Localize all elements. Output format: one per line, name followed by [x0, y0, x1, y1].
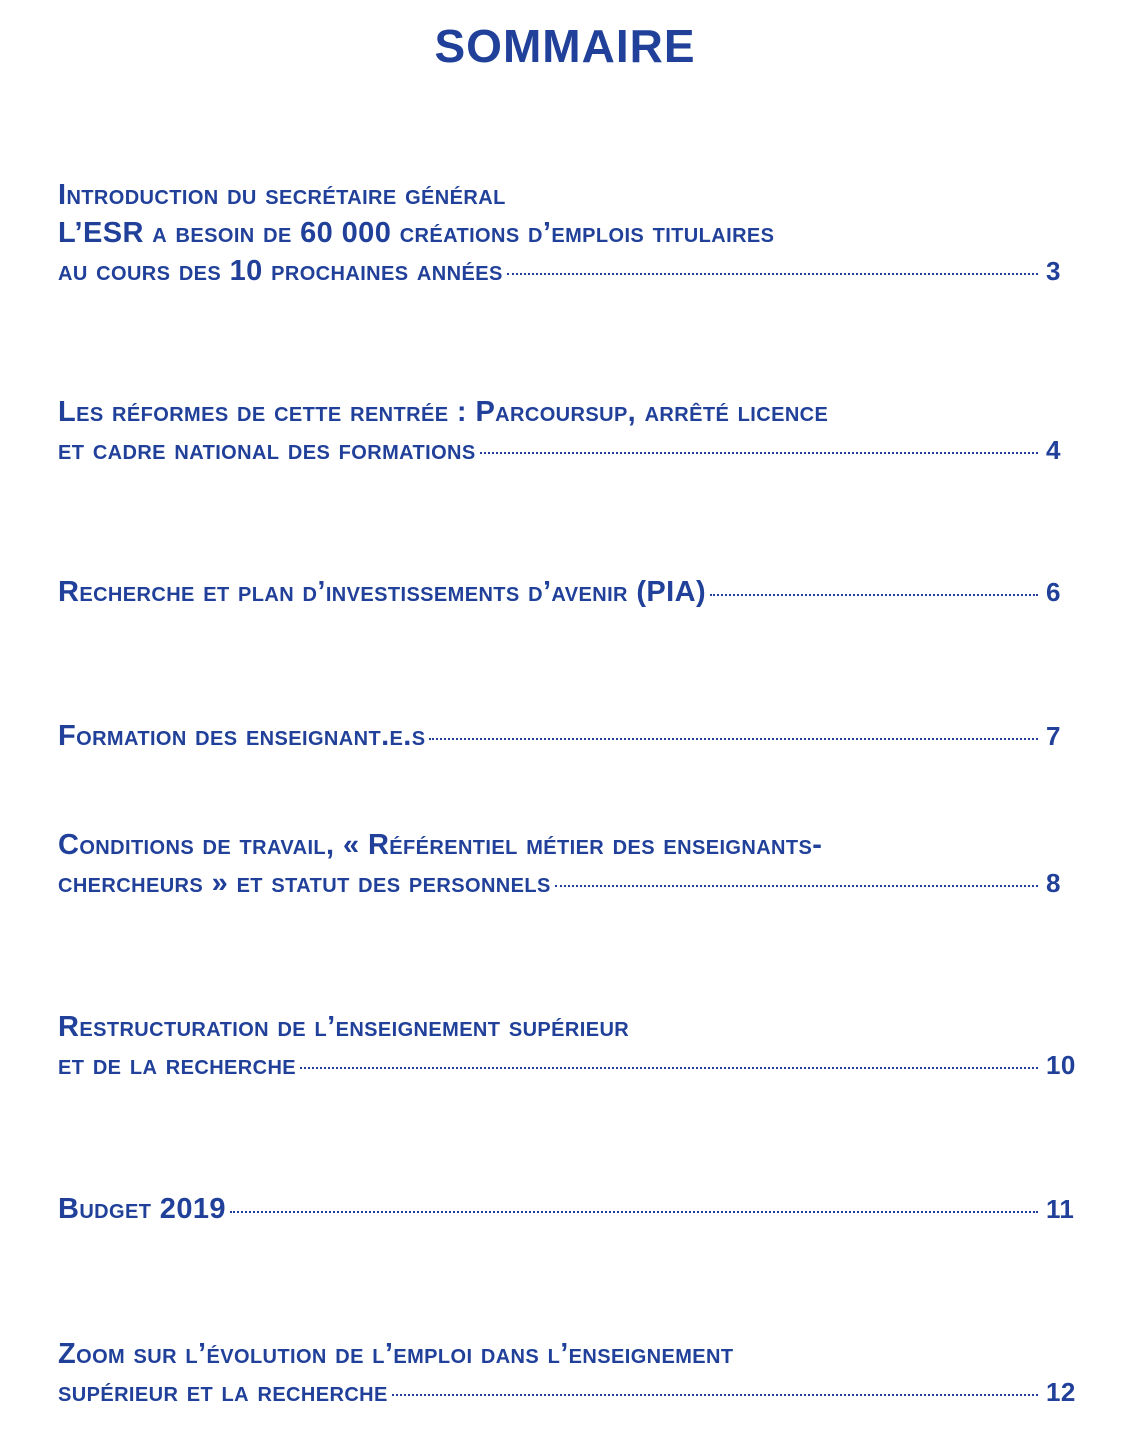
toc-line	[58, 214, 1080, 252]
toc-entry	[58, 717, 1080, 755]
dot-leader	[300, 1067, 1038, 1069]
toc-entry	[58, 1335, 1080, 1411]
toc-entry	[58, 573, 1080, 611]
toc-line	[58, 393, 1080, 431]
toc-line	[58, 431, 1080, 469]
toc-entry-title-line: et de la recherche	[58, 1049, 297, 1081]
toc-page-number: 11	[1046, 1194, 1075, 1224]
toc-entry-title-line: chercheurs » et statut des personnels	[58, 867, 551, 899]
toc-line	[58, 826, 1080, 864]
toc-entry-title-line: au cours des 10 prochaines années	[58, 255, 503, 287]
toc-line	[58, 864, 1080, 902]
toc-entry-title-line: Formation des enseignant.e.s	[58, 720, 426, 752]
toc-page-number: 12	[1046, 1377, 1076, 1407]
dot-leader	[710, 594, 1038, 596]
toc-line	[58, 573, 1080, 611]
toc-entry	[58, 393, 1080, 469]
dot-leader	[392, 1394, 1038, 1396]
toc-line	[58, 717, 1080, 755]
toc-line	[58, 1008, 1080, 1046]
dot-leader	[507, 273, 1038, 275]
toc-entry-title-line: Zoom sur l’évolution de l’emploi dans l’enseignement	[58, 1338, 734, 1370]
toc-entry-title-line: Recherche et plan d’investissements d’avenir (PIA)	[58, 576, 707, 608]
dot-leader	[480, 452, 1038, 454]
toc-page-number: 6	[1046, 577, 1061, 607]
toc-entry-title-line: Introduction du secrétaire général	[58, 179, 506, 211]
dot-leader	[429, 738, 1038, 740]
toc-line	[58, 1373, 1080, 1411]
toc-line	[58, 1335, 1080, 1373]
toc-entry	[58, 1190, 1080, 1228]
toc-page-number: 7	[1046, 721, 1061, 751]
toc-entry-title-line: Restructuration de l’enseignement supérieur	[58, 1011, 630, 1043]
toc-entry	[58, 1008, 1080, 1084]
toc-entry	[58, 176, 1080, 290]
toc-entry-title-line: et cadre national des formations	[58, 434, 476, 466]
toc-entry-title-line: Conditions de travail, « Référentiel métier des enseignants-	[58, 829, 823, 861]
toc-entry-title-line: Budget 2019	[58, 1193, 226, 1225]
toc-page-number: 4	[1046, 435, 1061, 465]
toc-entry-title-line: Les réformes de cette rentrée : Parcoursup, arrêté licence	[58, 396, 829, 428]
toc-entry-title-line: L’ESR a besoin de 60 000 créations d’emplois titulaires	[58, 217, 775, 249]
toc-page-number: 8	[1046, 868, 1061, 898]
dot-leader	[230, 1211, 1038, 1213]
dot-leader	[555, 885, 1038, 887]
toc-page-number: 3	[1046, 256, 1061, 286]
page-title: SOMMAIRE	[434, 20, 696, 72]
toc-entry-title-line: supérieur et la recherche	[58, 1376, 388, 1408]
toc-line	[58, 252, 1080, 290]
toc-line	[58, 1190, 1080, 1228]
toc-line	[58, 1046, 1080, 1084]
toc-line	[58, 176, 1080, 214]
toc-entry	[58, 826, 1080, 902]
toc-page-number: 10	[1046, 1050, 1076, 1080]
